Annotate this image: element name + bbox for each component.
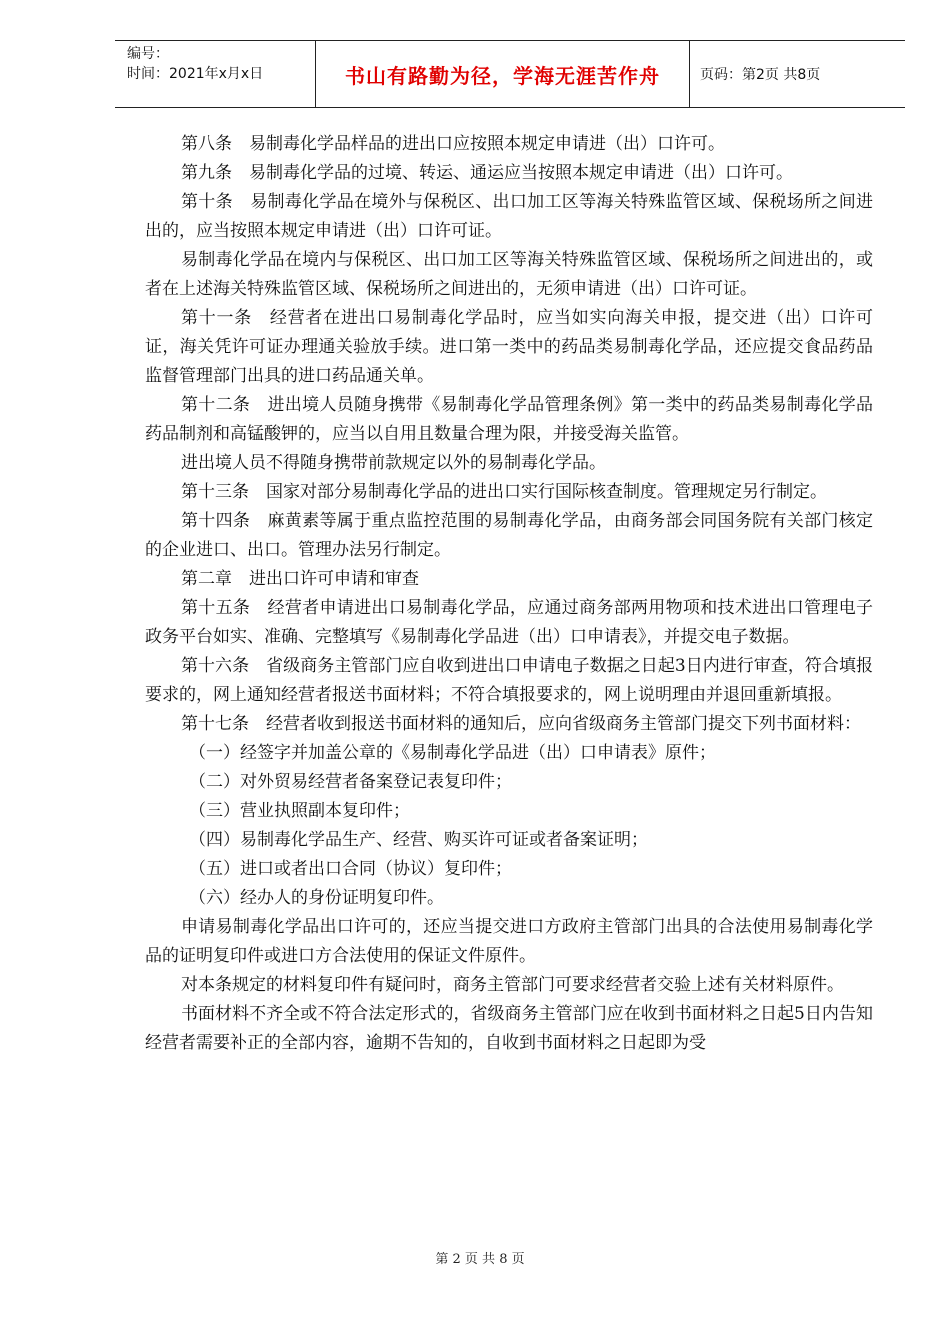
- paragraph: 第十四条 麻黄素等属于重点监控范围的易制毒化学品，由商务部会同国务院有关部门核定的企业进口、出口。管理办法另行制定。: [145, 511, 873, 560]
- paragraph: 第十三条 国家对部分易制毒化学品的进出口实行国际核查制度。管理规定另行制定。: [181, 482, 827, 502]
- paragraph: 第十七条 经营者收到报送书面材料的通知后，应向省级商务主管部门提交下列书面材料：: [181, 714, 861, 734]
- paragraph: 第十一条 经营者在进出口易制毒化学品时，应当如实向海关申报，提交进（出）口许可证，海关凭许可证办理通关验放手续。进口第一类中的药品类易制毒化学品，还应提交食品药品监督管理部门出具的进口药品通关单。: [145, 308, 873, 386]
- paragraph: 易制毒化学品在境内与保税区、出口加工区等海关特殊监管区域、保税场所之间进出的，或者在上述海关特殊监管区域、保税场所之间进出的，无须申请进（出）口许可证。: [145, 250, 873, 299]
- header-meta: [115, 41, 316, 107]
- paragraph: 第九条 易制毒化学品的过境、转运、通运应当按照本规定申请进（出）口许可。: [181, 163, 793, 183]
- paragraph: 申请易制毒化学品出口许可的，还应当提交进口方政府主管部门出具的合法使用易制毒化学品的证明复印件或进口方合法使用的保证文件原件。: [145, 917, 873, 966]
- paragraph: 书面材料不齐全或不符合法定形式的，省级商务主管部门应在收到书面材料之日起5日内告知经营者需要补正的全部内容，逾期不告知的，自收到书面材料之日起即为受: [145, 1004, 873, 1053]
- list-item: （一）经签字并加盖公章的《易制毒化学品进（出）口申请表》原件；: [189, 743, 716, 763]
- paragraph: 第八条 易制毒化学品样品的进出口应按照本规定申请进（出）口许可。: [181, 134, 725, 154]
- paragraph: 第十条 易制毒化学品在境外与保税区、出口加工区等海关特殊监管区域、保税场所之间进出的，应当按照本规定申请进（出）口许可证。: [145, 192, 873, 241]
- header-page-info: 页码：第2页 共8页: [700, 67, 821, 83]
- header-motto: 书山有路勤为径，学海无涯苦作舟: [316, 41, 690, 107]
- paragraph: 对本条规定的材料复印件有疑问时，商务主管部门可要求经营者交验上述有关材料原件。: [181, 975, 844, 995]
- paragraph: 进出境人员不得随身携带前款规定以外的易制毒化学品。: [181, 453, 606, 473]
- list-item: （三）营业执照副本复印件；: [189, 801, 410, 821]
- document-body: [145, 130, 873, 1058]
- list-item: （二）对外贸易经营者备案登记表复印件；: [189, 772, 512, 792]
- paragraph: 第十六条 省级商务主管部门应自收到进出口申请电子数据之日起3日内进行审查，符合填报要求的，网上通知经营者报送书面材料；不符合填报要求的，网上说明理由并退回重新填报。: [145, 656, 873, 705]
- list-item: （四）易制毒化学品生产、经营、购买许可证或者备案证明；: [189, 830, 648, 850]
- page-header: [115, 40, 905, 108]
- list-item: （六）经办人的身份证明复印件。: [189, 888, 444, 908]
- paragraph: 第二章 进出口许可申请和审查: [181, 569, 419, 589]
- number-label: 编号：: [127, 46, 169, 62]
- list-item: （五）进口或者出口合同（协议）复印件；: [189, 859, 512, 879]
- page-footer: 第 2 页 共 8 页: [435, 1252, 525, 1267]
- paragraph: 第十五条 经营者申请进出口易制毒化学品，应通过商务部两用物项和技术进出口管理电子政务平台如实、准确、完整填写《易制毒化学品进（出）口申请表》，并提交电子数据。: [145, 598, 873, 647]
- paragraph: 第十二条 进出境人员随身携带《易制毒化学品管理条例》第一类中的药品类易制毒化学品药品制剂和高锰酸钾的，应当以自用且数量合理为限，并接受海关监管。: [145, 395, 873, 444]
- time-label: 时间：2021年x月x日: [127, 66, 264, 82]
